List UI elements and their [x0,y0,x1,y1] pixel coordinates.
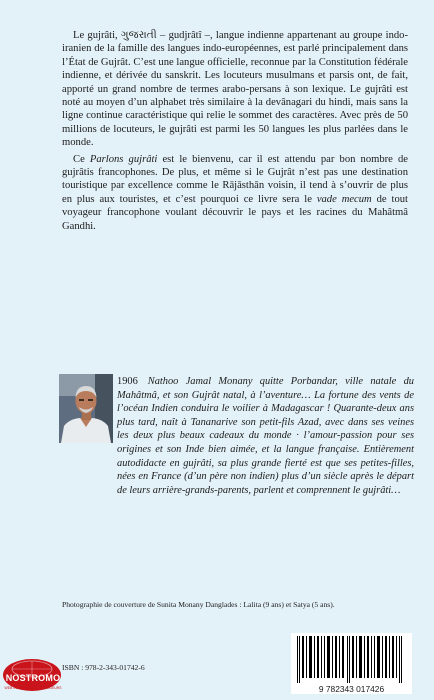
barcode [291,633,412,694]
author-biography [117,375,414,497]
photo-credit: Photographie de couverture de Sunita Monany Danglades : Lalita (9 ans) et Satya (5 ans). [62,600,335,609]
bio-text: Nathoo Jamal Monany quitte Porbandar, ville natale du Mahâtmâ, et son Gujrât natal, à l’aventure… La fortune des vents de l’océan Indien conduira le voilier à Madagascar ! Quarante-deux ans plus tard, naît à Tananarive son petit-fils Azad, avec dans ses veines les deux plus beaux cadeaux du monde · l’amour-passion pour ses origines et son Inde bien aimée, et la langue française. Entièrement autodidacte en gujrâti, sa plus grande fierté est que ses petites-filles, nées en France (d’un père non indien) plus d’un siècle après le départ de leurs arrière-grands-parents, parlent et comprennent le gujrâti… [117,376,414,496]
nostromo-logo [3,659,63,696]
logo-tagline: WEB COMPTOIR DES VOYAGEURS [4,686,62,690]
vade-mecum-italic: vade mecum [316,193,372,205]
description-paragraph-1: Le gujrâti, ગુજરાતી – gudjrâtî –, langue indienne appartenant au groupe indo-iranien de la famille des langues indo-européennes, est parlé principalement dans l’État de Gujrât. C’est une langue officielle, reconnue par la Constitution fédérale indienne, et dérivée du sanskrit. Les locuteurs musulmans et parsis ont, de fait, apporté un grand nombre de termes arabo-persans à son lexique. Le gujrâti est noté au moyen d’un alphabet très similaire à la devânagari du hindi, mais sans la ligne continue caractéristique qui relie le sommet des caractères. Avec près de 50 millions de locuteurs, le gujrâti est parmi les 50 langues les plus parlées dans le monde. [62,30,408,149]
barcode-bars [291,633,412,683]
barcode-number: 9 782343 017426 [318,684,385,694]
bio-year: 1906 [117,376,138,387]
paragraph-2-suffix: de tout voyageur francophone voulant découvrir le pays et les racines du Mahâtmâ Gandhi. [62,193,408,232]
book-title-italic: Parlons gujrâti [89,153,158,165]
description-paragraph-2 [62,153,408,233]
book-description [62,29,408,233]
paragraph-2-middle: est le bienvenu, car il est attendu par bon nombre de gujrâtis francophones. De plus, et même si le Gujrât n’est pas une destination touristique par excellence comme le Rājāsthān voisin, il tend à s’ouvrir de plus en plus aux touristes, et c’est pourquoi ce livre sera le [62,153,408,205]
author-photo [59,374,113,443]
logo-name: NOSTROMO [5,673,61,683]
paragraph-2-prefix: Ce [73,153,90,165]
isbn-label: ISBN : 978-2-343-01742-6 [62,663,145,672]
